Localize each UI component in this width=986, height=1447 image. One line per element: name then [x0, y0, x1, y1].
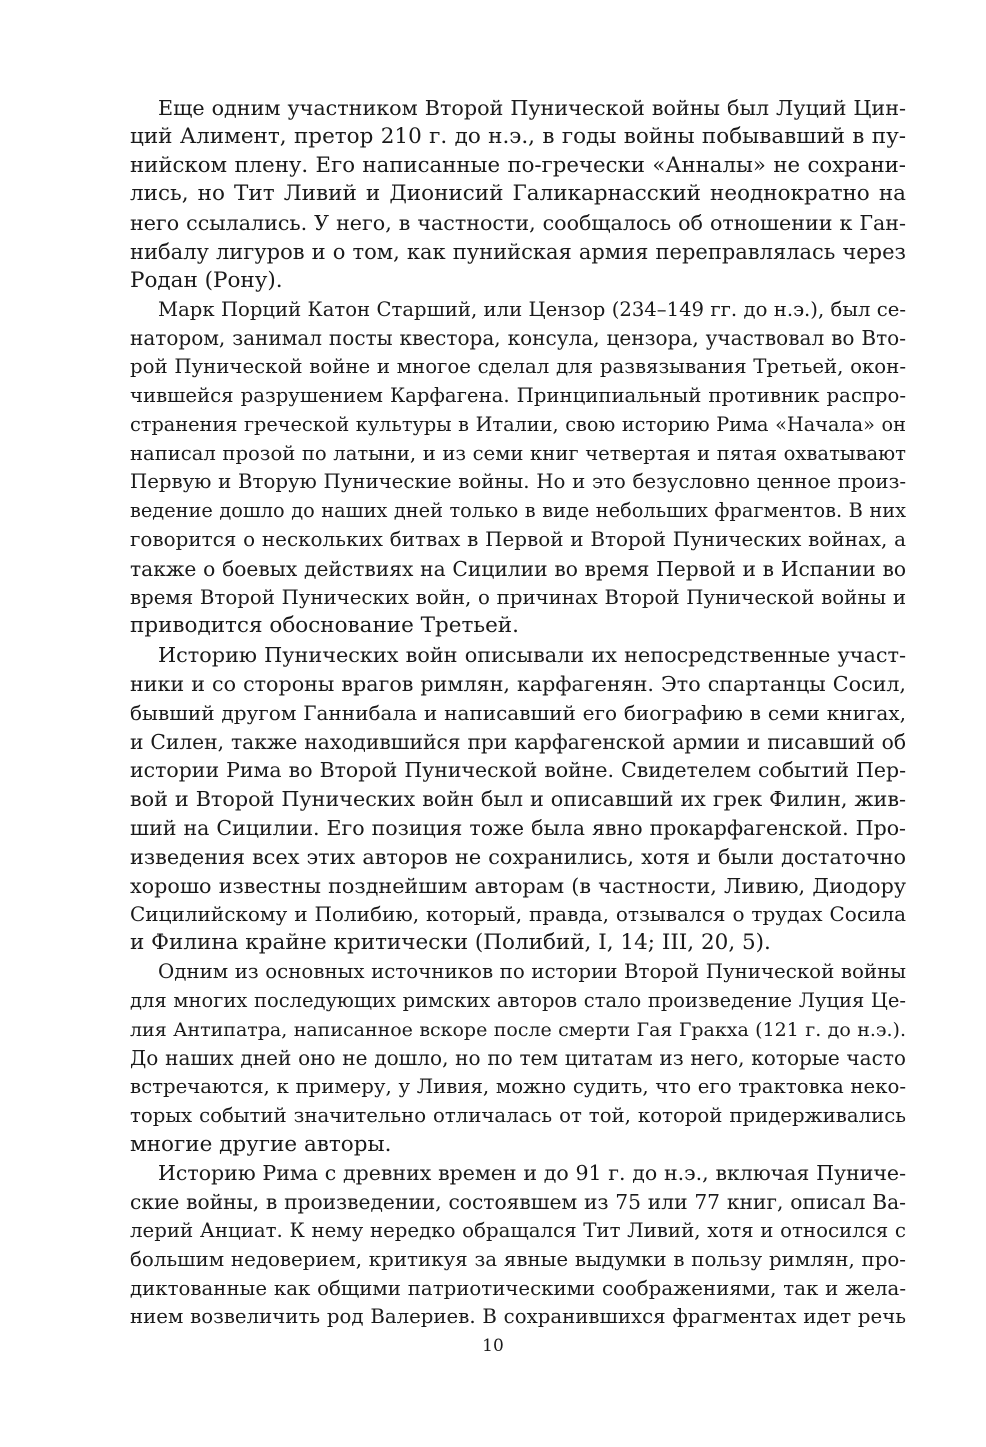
- text-line: изведения всех этих авторов не сохранились, хотя и были достаточно: [130, 844, 906, 869]
- text-line: ники и со стороны врагов римлян, карфагенян. Это спартанцы Сосил,: [130, 671, 906, 696]
- paragraph: [130, 1159, 906, 1332]
- text-line: Историю Пунических войн описывали их непосредственные участ-: [158, 643, 906, 668]
- page-number: 10: [482, 1336, 504, 1356]
- paragraph: [130, 94, 906, 296]
- text-line: До наших дней оно не дошло, но по тем цитатам из него, которые часто: [130, 1046, 906, 1071]
- text-line: говорится о нескольких битвах в Первой и Второй Пунических войнах, а: [130, 527, 906, 551]
- text-line: также о боевых действиях на Сицилии во время Первой и в Испании во: [130, 556, 906, 581]
- text-line: лись, но Тит Ливий и Дионисий Галикарнасский неоднократно на: [130, 181, 906, 207]
- text-line: для многих последующих римских авторов стало произведение Луция Це-: [130, 988, 906, 1012]
- body-text: [130, 94, 906, 1332]
- text-line: приводится обоснование Третьей.: [130, 613, 519, 639]
- text-line: нием возвеличить род Валериев. В сохранившихся фрагментах идет речь: [130, 1305, 906, 1329]
- text-line: нийском плену. Его написанные по-гречески «Анналы» не сохрани-: [130, 152, 906, 178]
- text-line: написал прозой по латыни, и из семи книг четвертая и пятая охватывают: [130, 441, 906, 465]
- text-line: нибалу лигуров и о том, как пунийская армия переправлялась через: [130, 239, 906, 264]
- text-line: хорошо известны позднейшим авторам (в частности, Ливию, Диодору: [130, 873, 906, 898]
- text-line: ведение дошло до наших дней только в виде небольших фрагментов. В них: [130, 499, 906, 523]
- text-line: Еще одним участником Второй Пунической войны был Луций Цин-: [158, 96, 906, 120]
- text-line: Первую и Вторую Пунические войны. Но и это безусловно ценное произ-: [130, 470, 906, 494]
- text-line: и Силен, также находившийся при карфагенской армии и писавший об: [130, 729, 906, 754]
- text-line: Одним из основных источников по истории Второй Пунической войны: [158, 959, 906, 983]
- text-line: Родан (Рону).: [130, 267, 283, 293]
- text-line: натором, занимал посты квестора, консула, цензора, участвовал во Вто-: [130, 326, 906, 351]
- text-line: Марк Порций Катон Старший, или Цензор (234–149 гг. до н.э.), был се-: [158, 297, 906, 321]
- text-line: Историю Рима с древних времен и до 91 г. до н.э., включая Пуниче-: [158, 1161, 906, 1186]
- text-line: встречаются, к примеру, у Ливия, можно судить, что его трактовка неко-: [130, 1075, 906, 1099]
- paragraph: [130, 958, 906, 1160]
- text-line: ций Алимент, претор 210 г. до н.э., в годы войны побывавший в пу-: [130, 123, 906, 149]
- paragraph: [130, 296, 906, 642]
- text-line: него ссылались. У него, в частности, сообщалось об отношении к Ган-: [130, 211, 906, 236]
- text-line: многие другие авторы.: [130, 1131, 392, 1157]
- text-line: странения греческой культуры в Италии, свою историю Рима «Начала» он: [130, 412, 906, 436]
- text-line: чившейся разрушением Карфагена. Принципиальный противник распро-: [130, 383, 906, 407]
- text-line: истории Рима во Второй Пунической войне. Свидетелем событий Пер-: [130, 758, 906, 783]
- text-line: Сицилийскому и Полибию, который, правда, отзывался о трудах Сосила: [130, 902, 906, 927]
- text-line: бывший другом Ганнибала и написавший его биографию в семи книгах,: [130, 700, 906, 725]
- text-line: большим недоверием, критикуя за явные выдумки в пользу римлян, про-: [130, 1247, 906, 1271]
- paragraph: [130, 641, 906, 958]
- text-line: рой Пунической войне и многое сделал для развязывания Третьей, окон-: [130, 355, 906, 379]
- text-line: и Филина крайне критически (Полибий, I, 14; III, 20, 5).: [130, 930, 771, 956]
- text-line: диктованные как общими патриотическими соображениями, так и жела-: [130, 1276, 906, 1300]
- text-line: торых событий значительно отличалась от той, которой придерживались: [130, 1103, 906, 1127]
- text-line: лия Антипатра, написанное вскоре после смерти Гая Гракха (121 г. до н.э.).: [130, 1018, 906, 1041]
- text-line: вой и Второй Пунических войн был и описавший их грек Филин, жив-: [130, 787, 906, 812]
- text-line: ший на Сицилии. Его позиция тоже была явно прокарфагенской. Про-: [130, 815, 906, 840]
- text-line: лерий Анциат. К нему нередко обращался Тит Ливий, хотя и относился с: [130, 1219, 906, 1243]
- text-line: время Второй Пунических войн, о причинах Второй Пунической войны и: [130, 585, 906, 609]
- text-line: ские войны, в произведении, состоявшем из 75 или 77 книг, описал Ва-: [130, 1190, 906, 1215]
